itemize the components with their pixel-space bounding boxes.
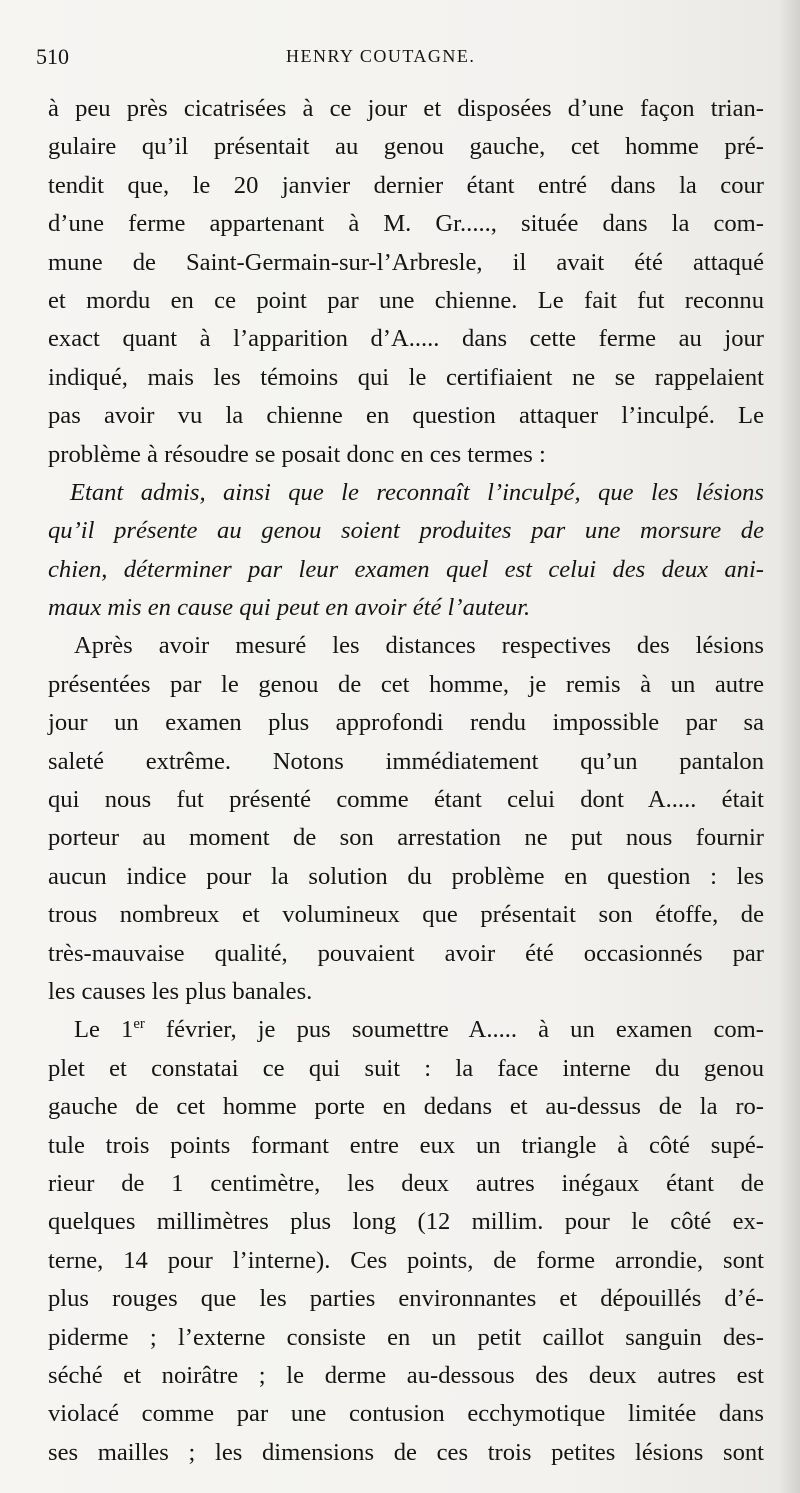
- text-line: chien, déterminer par leur examen quel est celui des deux ani-: [48, 555, 764, 583]
- text-line: qu’il présente au genou soient produites par une morsure de: [48, 517, 764, 545]
- page-edge-shadow: [778, 0, 800, 1493]
- text-line: plet et constatai ce qui suit : la face interne du genou: [48, 1054, 764, 1082]
- paragraph-3: [48, 627, 764, 1011]
- body-text: [48, 90, 764, 1472]
- text-line: qui nous fut présenté comme étant celui dont A..... était: [48, 786, 764, 814]
- text-line: rieur de 1 centimètre, les deux autres inégaux étant de: [48, 1169, 764, 1197]
- paragraph-1: [48, 90, 764, 474]
- text-line: porteur au moment de son arrestation ne put nous fournir: [48, 824, 764, 852]
- text-line: et mordu en ce point par une chienne. Le fait fut reconnu: [48, 286, 764, 314]
- page-header: [32, 44, 772, 78]
- text-line: plus rouges que les parties environnantes et dépouillés d’é-: [48, 1285, 764, 1313]
- text-line: gauche de cet homme porte en dedans et au-dessus de la ro-: [48, 1093, 764, 1121]
- text-line: les causes les plus banales.: [48, 977, 313, 1005]
- text-line: tule trois points formant entre eux un triangle à côté supé-: [48, 1131, 764, 1159]
- text-line: quelques millimètres plus long (12 millim. pour le côté ex-: [48, 1208, 764, 1236]
- text-line: trous nombreux et volumineux que présentait son étoffe, de: [48, 901, 764, 929]
- text-line: Après avoir mesuré les distances respectives des lésions: [74, 632, 764, 660]
- text-line: gulaire qu’il présentait au genou gauche, cet homme pré-: [48, 133, 764, 161]
- text-line: Etant admis, ainsi que le reconnaît l’inculpé, que les lésions: [70, 478, 764, 506]
- text-line: problème à résoudre se posait donc en ces termes :: [48, 440, 546, 468]
- text-line: d’une ferme appartenant à M. Gr....., située dans la com-: [48, 210, 764, 238]
- text-line: pas avoir vu la chienne en question attaquer l’inculpé. Le: [48, 402, 764, 430]
- text-line: séché et noirâtre ; le derme au-dessous des deux autres est: [48, 1361, 764, 1389]
- running-head: HENRY COUTAGNE.: [286, 46, 476, 66]
- text-line: à peu près cicatrisées à ce jour et disposées d’une façon trian-: [48, 95, 764, 122]
- paragraph-4: [48, 1011, 764, 1472]
- text-line: maux mis en cause qui peut en avoir été l’auteur.: [48, 594, 531, 622]
- text-line: terne, 14 pour l’interne). Ces points, de forme arrondie, sont: [48, 1246, 764, 1274]
- text-line: Le 1er février, je pus soumettre A..... à un examen com-: [74, 1016, 764, 1044]
- text-line: présentées par le genou de cet homme, je remis à un autre: [48, 670, 764, 698]
- text-line: ses mailles ; les dimensions de ces trois petites lésions sont: [48, 1438, 764, 1466]
- text-line: saleté extrême. Notons immédiatement qu’un pantalon: [48, 747, 764, 775]
- text-line: mune de Saint-Germain-sur-l’Arbresle, il avait été attaqué: [48, 248, 764, 276]
- text-line: indiqué, mais les témoins qui le certifiaient ne se rappelaient: [48, 363, 764, 391]
- text-line: piderme ; l’externe consiste en un petit caillot sanguin des-: [48, 1323, 764, 1351]
- text-line: aucun indice pour la solution du problème en question : les: [48, 862, 764, 890]
- page-number: 510: [36, 44, 69, 69]
- paragraph-2-problem-statement: [48, 474, 764, 628]
- text-line: jour un examen plus approfondi rendu impossible par sa: [48, 709, 764, 737]
- text-line: exact quant à l’apparition d’A..... dans cette ferme au jour: [48, 325, 764, 353]
- text-line: violacé comme par une contusion ecchymotique limitée dans: [48, 1400, 764, 1428]
- text-line: très-mauvaise qualité, pouvaient avoir été occasionnés par: [48, 939, 764, 967]
- text-line: tendit que, le 20 janvier dernier étant entré dans la cour: [48, 171, 764, 199]
